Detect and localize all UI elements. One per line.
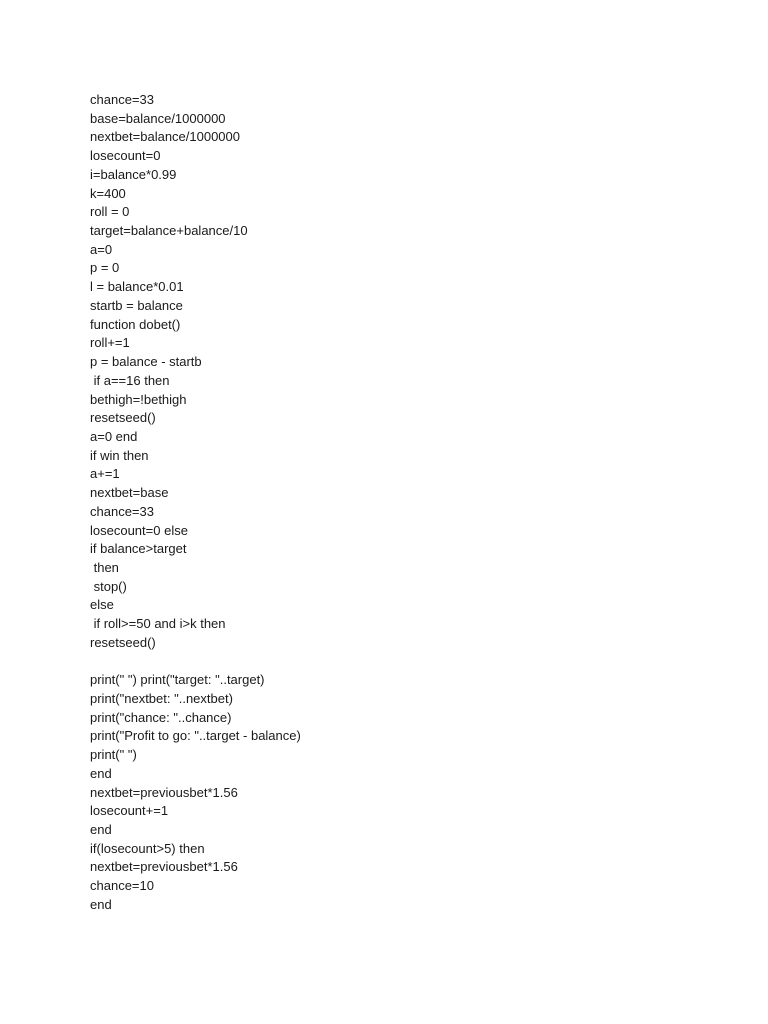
code-line: resetseed() — [90, 634, 156, 650]
code-line: end — [90, 765, 112, 781]
code-line: print("nextbet: "..nextbet) — [90, 691, 233, 706]
code-line: k=400 — [90, 185, 126, 201]
code-line: p = 0 — [90, 260, 120, 276]
code-line: else — [90, 597, 114, 613]
code-line: a=0 end — [90, 428, 138, 444]
code-line: stop() — [90, 578, 127, 594]
code-line: losecount+=1 — [90, 803, 169, 819]
code-line: end — [90, 822, 112, 838]
code-line: bethigh=!bethigh — [90, 391, 187, 407]
code-line: if win then — [90, 447, 149, 463]
code-line: resetseed() — [90, 410, 156, 426]
code-line: nextbet=base — [90, 485, 169, 501]
code-line: nextbet=previousbet*1.56 — [90, 784, 238, 800]
code-line: if a==16 then — [90, 372, 170, 388]
code-line: chance=10 — [90, 878, 154, 894]
code-line: print("Profit to go: "..target - balance) — [90, 728, 301, 744]
code-line: chance=33 — [90, 503, 154, 519]
code-line: losecount=0 else — [90, 522, 188, 538]
code-line: startb = balance — [90, 297, 183, 313]
code-line: l = balance*0.01 — [90, 279, 184, 295]
code-line: roll = 0 — [90, 204, 130, 220]
code-line: base=balance/1000000 — [90, 110, 226, 126]
code-line: nextbet=balance/1000000 — [90, 129, 240, 145]
code-line — [90, 653, 301, 672]
code-line: nextbet=previousbet*1.56 — [90, 859, 238, 875]
code-line: losecount=0 — [90, 148, 161, 164]
code-line: if(losecount>5) then — [90, 840, 205, 856]
code-line: chance=33 — [90, 92, 154, 107]
code-line: roll+=1 — [90, 335, 130, 351]
code-line: a+=1 — [90, 466, 120, 482]
code-text-block — [90, 91, 301, 915]
code-line: end — [90, 896, 112, 912]
code-line: a=0 — [90, 241, 113, 257]
code-line: target=balance+balance/10 — [90, 223, 248, 239]
code-line: if balance>target — [90, 541, 187, 557]
code-line: function dobet() — [90, 316, 181, 332]
code-line: print(" ") print("target: "..target) — [90, 672, 265, 688]
code-line: i=balance*0.99 — [90, 166, 177, 182]
code-line: print("chance: "..chance) — [90, 709, 232, 725]
code-line: p = balance - startb — [90, 354, 202, 370]
code-line: then — [90, 559, 119, 575]
code-line: if roll>=50 and i>k then — [90, 616, 226, 632]
code-line: print(" ") — [90, 747, 137, 763]
